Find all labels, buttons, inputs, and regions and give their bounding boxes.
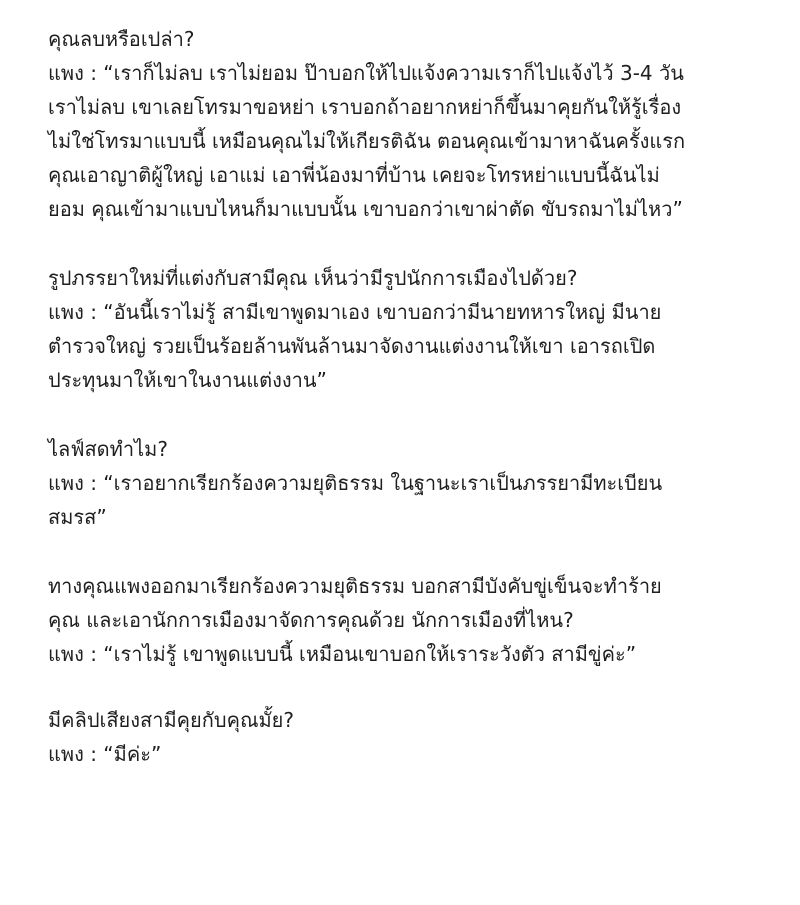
answer-line: แพง : “เราไม่รู้ เขาพูดแบบนี้ เหมือนเขาบอกให้เราระวังตัว สามีขู่ค่ะ” <box>48 642 637 666</box>
answer-line: แพง : “เราอยากเรียกร้องความยุติธรรม ในฐานะเราเป็นภรรยามีทะเบียน <box>48 471 663 495</box>
qa-block-voice-clip <box>48 703 788 771</box>
qa-block-livestream <box>48 432 788 534</box>
question-line: ทางคุณแพงออกมาเรียกร้องความยุติธรรม บอกสามีบังคับขู่เข็นจะทำร้าย <box>48 574 662 598</box>
answer-line: ประทุนมาให้เขาในงานแต่งงาน” <box>48 368 327 392</box>
question-line: ไลฟ์สดทำไม? <box>48 437 168 461</box>
question-line: มีคลิปเสียงสามีคุยกับคุณมั้ย? <box>48 708 295 732</box>
qa-block-delete <box>48 22 788 226</box>
qa-block-justice <box>48 569 788 671</box>
answer-line: ไม่ใช่โทรมาแบบนี้ เหมือนคุณไม่ให้เกียรติฉัน ตอนคุณเข้ามาหาฉันครั้งแรก <box>48 129 686 153</box>
answer-line: เราไม่ลบ เขาเลยโทรมาขอหย่า เราบอกถ้าอยากหย่าก็ขึ้นมาคุยกันให้รู้เรื่อง <box>48 95 682 119</box>
answer-line: คุณเอาญาติผู้ใหญ่ เอาแม่ เอาพี่น้องมาที่บ้าน เคยจะโทรหย่าแบบนี้ฉันไม่ <box>48 163 660 187</box>
answer-line: แพง : “อันนี้เราไม่รู้ สามีเขาพูดมาเอง เขาบอกว่ามีนายทหารใหญ่ มีนาย <box>48 300 662 324</box>
answer-line: ยอม คุณเข้ามาแบบไหนก็มาแบบนั้น เขาบอกว่าเขาผ่าตัด ขับรถมาไม่ไหว” <box>48 197 683 221</box>
answer-line: ตำรวจใหญ่ รวยเป็นร้อยล้านพันล้านมาจัดงานแต่งงานให้เขา เอารถเปิด <box>48 334 656 358</box>
answer-line: สมรส” <box>48 505 107 529</box>
question-line: รูปภรรยาใหม่ที่แต่งกับสามีคุณ เห็นว่ามีรูปนักการเมืองไปด้วย? <box>48 266 578 290</box>
question-line: คุณลบหรือเปล่า? <box>48 27 195 51</box>
answer-line: แพง : “เราก็ไม่ลบ เราไม่ยอม ป๊าบอกให้ไปแจ้งความเราก็ไปแจ้งไว้ 3-4 วัน <box>48 61 684 85</box>
question-line: คุณ และเอานักการเมืองมาจัดการคุณด้วย นักการเมืองที่ไหน? <box>48 608 574 632</box>
answer-line: แพง : “มีค่ะ” <box>48 742 162 766</box>
qa-block-new-wife-photo <box>48 261 788 397</box>
article-body <box>48 22 788 806</box>
